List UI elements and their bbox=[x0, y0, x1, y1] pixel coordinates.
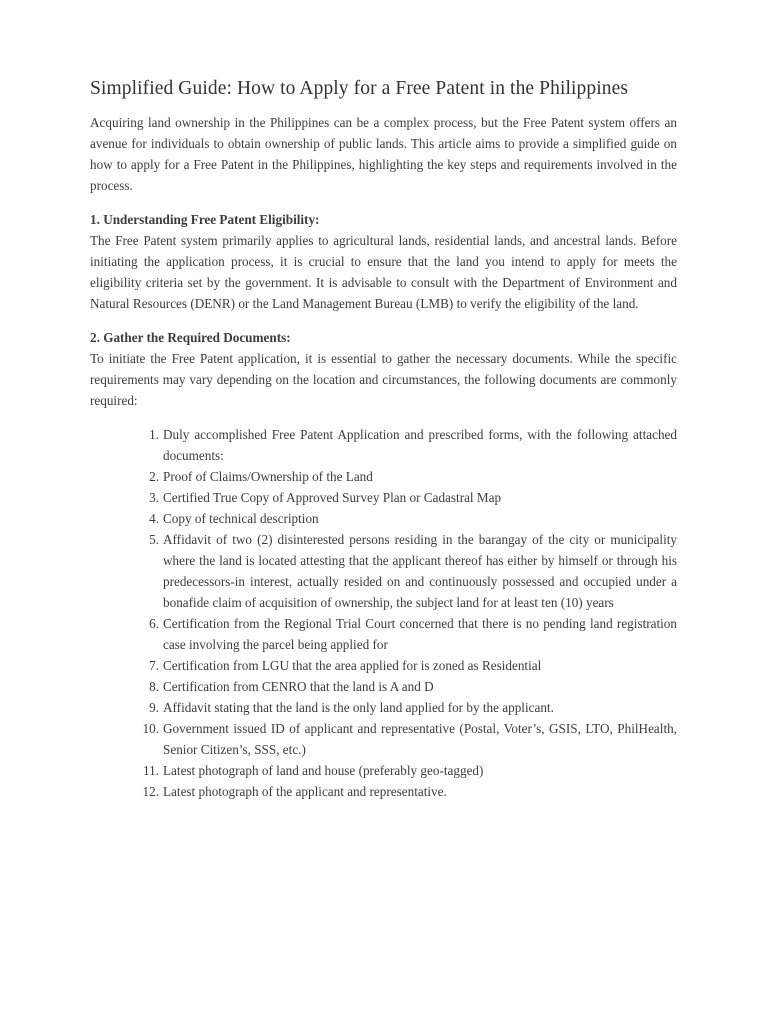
list-item-number: 7. bbox=[149, 658, 159, 673]
list-item-number: 5. bbox=[149, 532, 159, 547]
list-item-number: 12. bbox=[142, 784, 159, 799]
list-item-text: Affidavit stating that the land is the only land applied for by the applicant. bbox=[163, 700, 554, 715]
list-item bbox=[149, 508, 677, 529]
list-item bbox=[143, 760, 677, 781]
list-item bbox=[142, 718, 677, 760]
list-item-number: 4. bbox=[149, 511, 159, 526]
list-item-text: Certification from LGU that the area applied for is zoned as Residential bbox=[163, 658, 542, 673]
section-body-documents: To initiate the Free Patent application, it is essential to gather the necessary documents. While the specific requirements may vary depending on the location and circumstances, the following documents are commonly required: bbox=[90, 351, 677, 408]
list-item bbox=[149, 424, 677, 466]
list-item-number: 9. bbox=[149, 700, 159, 715]
list-item-text: Proof of Claims/Ownership of the Land bbox=[163, 469, 373, 484]
section-heading-documents: 2. Gather the Required Documents: bbox=[90, 330, 291, 345]
list-item bbox=[149, 697, 677, 718]
list-item bbox=[149, 529, 677, 613]
list-item bbox=[149, 655, 677, 676]
list-item bbox=[149, 466, 677, 487]
page-title: Simplified Guide: How to Apply for a Free Patent in the Philippines bbox=[90, 78, 629, 99]
list-item-number: 10. bbox=[142, 721, 159, 736]
list-item-text: Affidavit of two (2) disinterested persons residing in the barangay of the city or municipality where the land is located attesting that the applicant thereof has either by himself or through his predecessors-in interest, actually resided on and continuously possessed and occupied under a bonafide claim of acquisition of ownership, the subject land for at least ten (10) years bbox=[163, 532, 677, 610]
list-item-text: Certification from CENRO that the land is A and D bbox=[163, 679, 434, 694]
list-item bbox=[149, 676, 677, 697]
section-documents bbox=[90, 327, 677, 802]
list-item-text: Duly accomplished Free Patent Application and prescribed forms, with the following attached documents: bbox=[163, 427, 677, 463]
list-item-text: Certification from the Regional Trial Court concerned that there is no pending land registration case involving the parcel being applied for bbox=[163, 616, 677, 652]
list-item bbox=[142, 781, 677, 802]
section-heading-eligibility: 1. Understanding Free Patent Eligibility: bbox=[90, 212, 320, 227]
list-item-text: Latest photograph of the applicant and representative. bbox=[163, 784, 447, 799]
list-item-number: 6. bbox=[149, 616, 159, 631]
list-item-number: 3. bbox=[149, 490, 159, 505]
list-item bbox=[149, 487, 677, 508]
list-item-text: Latest photograph of land and house (preferably geo-tagged) bbox=[163, 763, 484, 778]
document-body bbox=[90, 77, 677, 815]
list-item-text: Government issued ID of applicant and representative (Postal, Voter’s, GSIS, LTO, PhilHealth, Senior Citizen’s, SSS, etc.) bbox=[163, 721, 677, 757]
list-item-number: 11. bbox=[143, 763, 159, 778]
list-item-text: Copy of technical description bbox=[163, 511, 319, 526]
required-documents-list bbox=[90, 424, 677, 802]
list-item-number: 1. bbox=[149, 427, 159, 442]
list-item-number: 2. bbox=[149, 469, 159, 484]
section-eligibility bbox=[90, 209, 677, 314]
section-body-eligibility: The Free Patent system primarily applies to agricultural lands, residential lands, and ancestral lands. Before initiating the application process, it is crucial to ensure that the land you intend to apply for meets the eligibility criteria set by the government. It is advisable to consult with the Department of Environment and Natural Resources (DENR) or the Land Management Bureau (LMB) to verify the eligibility of the land. bbox=[90, 233, 677, 311]
list-item-number: 8. bbox=[149, 679, 159, 694]
intro-paragraph: Acquiring land ownership in the Philippines can be a complex process, but the Free Patent system offers an avenue for individuals to obtain ownership of public lands. This article aims to provide a simplified guide on how to apply for a Free Patent in the Philippines, highlighting the key steps and requirements involved in the process. bbox=[90, 115, 677, 193]
list-item-text: Certified True Copy of Approved Survey Plan or Cadastral Map bbox=[163, 490, 502, 505]
list-item bbox=[149, 613, 677, 655]
